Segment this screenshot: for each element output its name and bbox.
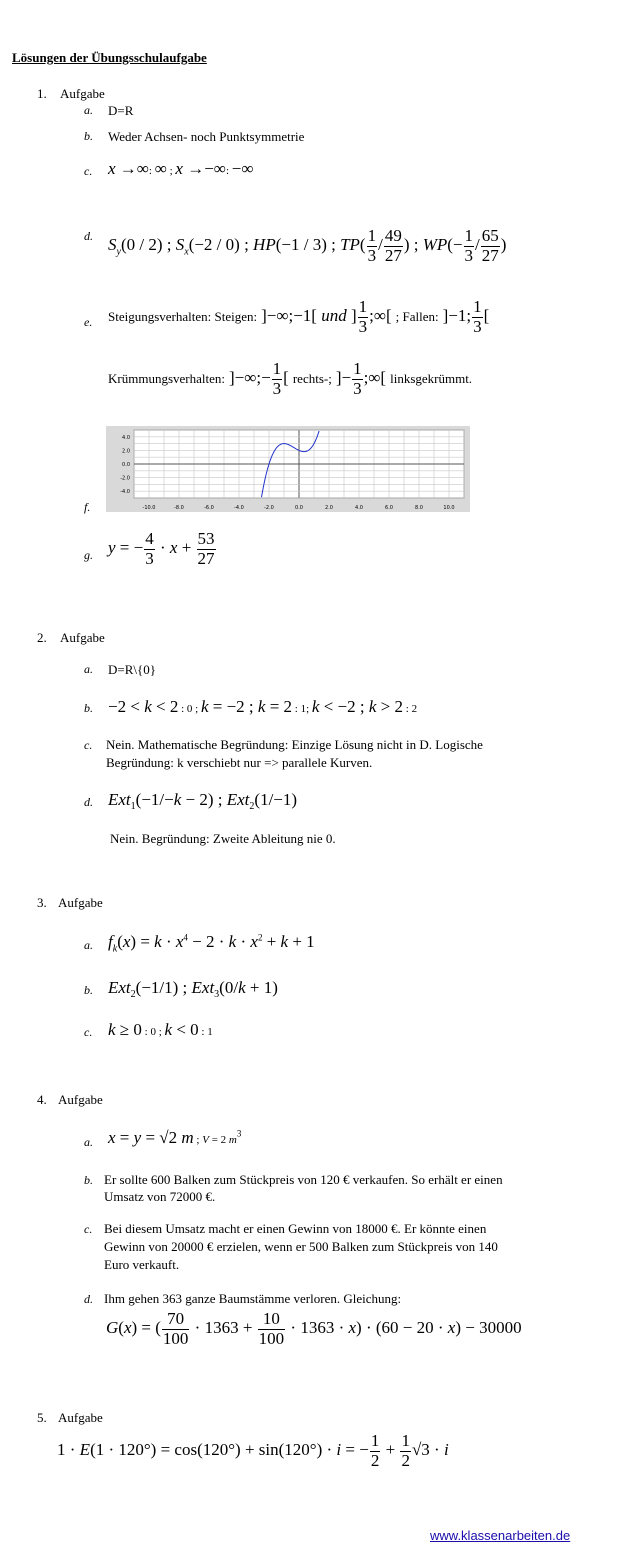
y-tick-label: -4.0 [120,489,130,496]
x-tick-label: -8.0 [174,505,184,511]
label-1e: e. [84,315,93,329]
answer-3a: $f_k(x) = k \cdot x^4 - 2 \cdot k \cdot x^2 + k + 1$ [108,932,315,955]
label-1g: g. [84,548,93,562]
label-2b: b. [84,701,93,715]
label-2c: c. [84,738,93,752]
answer-4c-line1: Bei diesem Umsatz macht er einen Gewinn von 18000 €. Er könnte einen [104,1221,487,1236]
x-tick-label: 0.0 [295,505,303,511]
y-tick-label: -2.0 [120,475,130,482]
answer-4a: x = y = √2 m ; V = 2 $m^3$ [108,1128,242,1147]
answer-2b: −2 < k < 2 : 0 ; k = −2 ; k = 2 : 1; k < −2 ; k > 2 : 2 [108,697,418,716]
label-2d: d. [84,795,93,809]
answer-1a: D=R [108,103,134,118]
fallen-label: ; Fallen: [395,308,439,324]
und-word: und [321,305,347,325]
x-tick-label: 6.0 [385,505,393,511]
answer-4c-line3: Euro verkauft. [104,1257,180,1272]
x-tick-label: -10.0 [142,505,156,511]
answer-1b: Weder Achsen- noch Punktsymmetrie [108,129,305,144]
curvature-label: Krümmungsverhalten: [108,370,225,386]
answer-4c-line2: Gewinn von 20000 € erzielen, wenn er 500 Balken zum Stückpreis von 140 [104,1239,498,1254]
answer-5-equation: 1 · E(1 · 120°) = cos(120°) + sin(120°) · i = − $\frac{1}{2}$ + $\frac{1}{2}$ √3 · i [57,1431,449,1470]
rechts-label: rechts-; [292,370,332,386]
label-4c: c. [84,1222,93,1236]
label-4d: d. [84,1292,93,1306]
x-tick-label: -4.0 [234,505,244,511]
x-tick-label: 8.0 [415,505,423,511]
label-1b: b. [84,129,93,143]
section-3-number: 3. [37,895,47,910]
answer-2c-line2: Begründung: k verschiebt nur => parallele Kurven. [106,755,373,770]
slope-label: Steigungsverhalten: Steigen: [108,308,258,324]
section-4-heading: Aufgabe [58,1092,103,1107]
answer-1d: $S_y(0 / 2)$ ; $S_x(-2 / 0)$ ; HP(−1 / 3) ; TP( $\frac{1}{3}$ / $\frac{49}{27}$ ) ; WP(− $\frac{1}{3}$ / $\frac{65}{27}$ ) [108,226,507,265]
answer-2c-line1: Nein. Mathematische Begründung: Einzige Lösung nicht in D. Logische [106,737,483,752]
function-graph [106,426,470,512]
y-tick-label: 2.0 [122,448,130,455]
answer-2d: Ext$_1$(−1/−k − 2) ; Ext$_2$(1/−1) [108,790,298,813]
page-title: Lösungen der Übungsschulaufgabe [12,50,207,65]
answer-2d-note: Nein. Begründung: Zweite Ableitung nie 0. [110,831,336,846]
label-3b: b. [84,983,93,997]
section-1-number: 1. [37,86,47,101]
x-tick-label: 4.0 [355,505,363,511]
answer-2a: D=R\{0} [108,662,156,677]
links-label: linksgekrümmt. [390,370,473,386]
section-2-heading: Aufgabe [60,630,105,645]
answer-4b-line2: Umsatz von 72000 €. [104,1189,216,1204]
label-2a: a. [84,662,93,676]
answer-4b-line1: Er sollte 600 Balken zum Stückpreis von 120 € verkaufen. So erhält er einen [104,1172,503,1187]
x-tick-label: -6.0 [204,505,214,511]
label-1d: d. [84,229,93,243]
y-tick-label: 4.0 [122,434,130,441]
answer-4d-equation: G(x) = ( $\frac{70}{100}$ · 1363 + $\frac{10}{100}$ · 1363 · x) · (60 − 20 · x) − 30000 [106,1309,522,1348]
x-tick-label: 10.0 [443,505,455,511]
section-1-heading: Aufgabe [60,86,105,101]
section-3-heading: Aufgabe [58,895,103,910]
y-tick-label: 0.0 [122,462,130,468]
label-4a: a. [84,1135,93,1149]
label-1a: a. [84,103,93,117]
section-5-heading: Aufgabe [58,1410,103,1425]
answer-4d: Ihm gehen 363 ganze Baumstämme verloren. Gleichung: [104,1291,402,1306]
section-4-number: 4. [37,1092,47,1107]
answer-1c: x →∞: ∞ ; x →−∞: −∞ [108,159,254,178]
section-2-number: 2. [37,630,47,645]
label-1f: f. [84,500,91,514]
answer-1e-slope: Steigungsverhalten: Steigen: ]−∞;−1[ und ] $\frac{1}{3}$ ;∞[ ; Fallen: ]−1; $\frac{1}{3}$ [ [108,297,490,336]
label-1c: c. [84,164,93,178]
answer-1e-curvature: Krümmungsverhalten: ]−∞;− $\frac{1}{3}$ [ rechts-; ]− $\frac{1}{3}$ ;∞[ linksgekrümmt. [108,359,473,398]
x-tick-label: 2.0 [325,505,333,511]
answer-1g: y = − $\frac{4}{3}$ · x + $\frac{53}{27}$ [108,529,215,568]
label-4b: b. [84,1173,93,1187]
x-tick-label: -2.0 [264,505,274,511]
answer-3c: k ≥ 0 : 0 ; k < 0 : 1 [108,1020,213,1039]
footer-link[interactable]: www.klassenarbeiten.de [430,1528,571,1543]
label-3a: a. [84,938,93,952]
label-3c: c. [84,1025,93,1039]
section-5-number: 5. [37,1410,47,1425]
answer-3b: Ext$_2$(−1/1) ; Ext$_3$(0/k + 1) [108,978,278,1001]
